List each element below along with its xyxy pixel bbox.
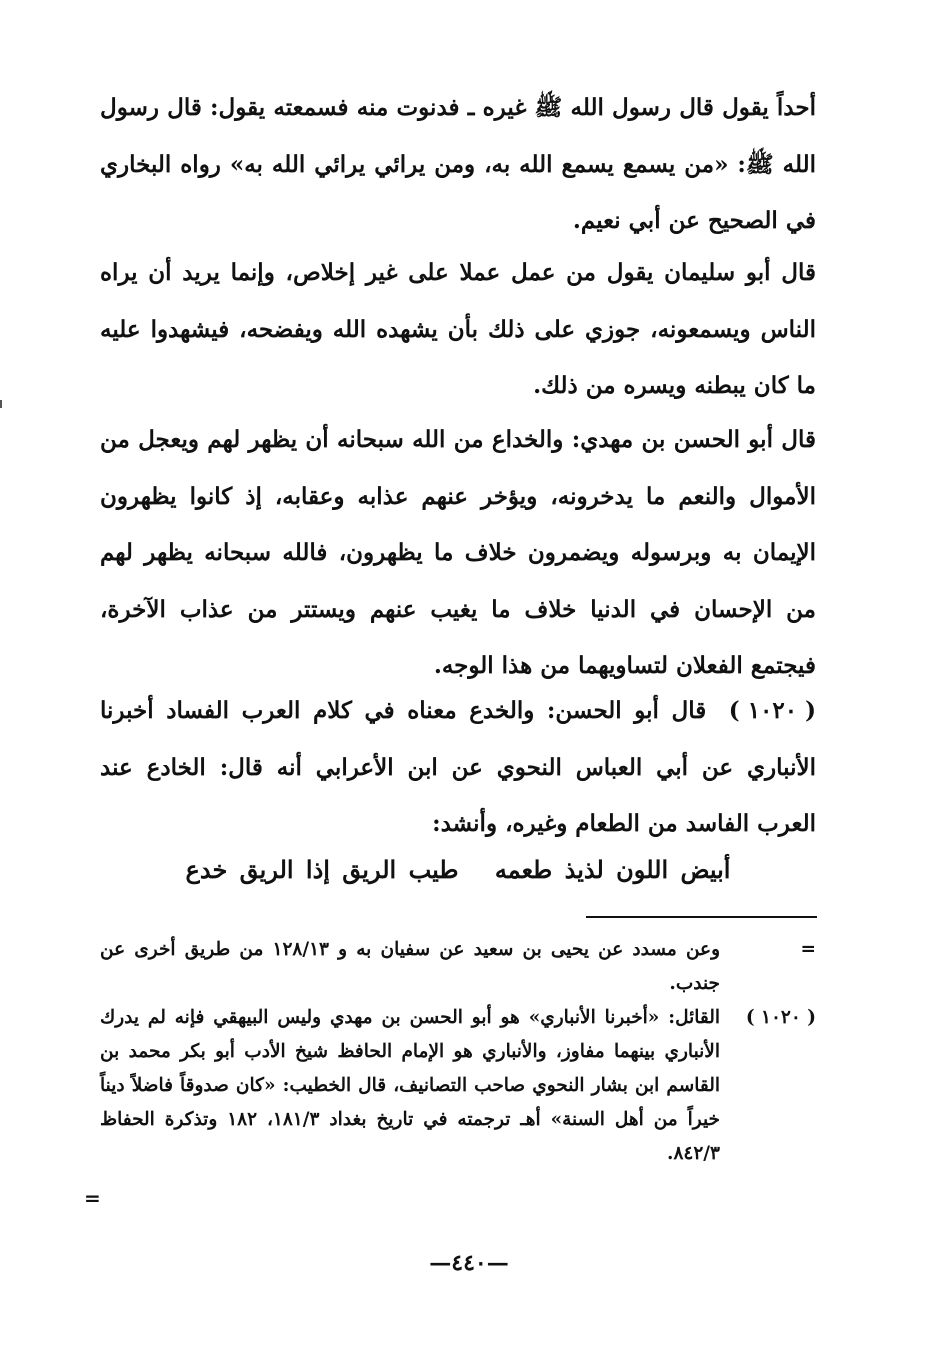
paragraph-1020 xyxy=(100,683,816,853)
footnote-continuation-mark: = xyxy=(84,1186,101,1210)
footnotes-section xyxy=(100,933,816,1171)
poem-hemistich-first: أبيض اللون لذيذ طعمه xyxy=(494,855,731,884)
footnote-text: وعن مسدد عن يحيى بن سعيد عن سفيان به و ١٢٨/١٣ من طريق أخرى عن جندب. xyxy=(100,939,720,994)
poem-hemistich-second: طيب الريق إذا الريق خدع xyxy=(185,855,459,884)
footnote-text xyxy=(100,1001,720,1171)
footnote-marker: = xyxy=(800,939,816,960)
paragraph-1020-text: قال أبو الحسن: والخدع معناه في كلام العرب الفساد أخبرنا الأنباري عن أبي العباس النحوي عن ابن الأعرابي أنه قال: الخادع عند العرب الفاسد من الطعام وغيره، وأنشد: xyxy=(100,697,816,837)
footnote-marker: ( ١٠٢٠ ) xyxy=(745,1007,816,1028)
page-number: —٤٤٠— xyxy=(429,1250,509,1276)
scan-edge-mark xyxy=(0,400,2,408)
paragraph-hadith: أحداً يقول قال رسول الله ﷺ غيره ـ فدنوت منه فسمعته يقول: قال رسول الله ﷺ: «من يسمع يسمع الله به، ومن يرائي يرائي الله به» رواه البخاري في الصحيح عن أبي نعيم. xyxy=(100,94,816,234)
footnote-divider xyxy=(586,916,817,918)
footnote-continuation xyxy=(100,933,816,1001)
paragraph-abu-sulayman: قال أبو سليمان يقول من عمل عملا على غير إخلاص، وإنما يريد أن يراه الناس ويسمعونه، جوزي على ذلك بأن يشهده الله ويفضحه، فيشهدوا عليه ما كان يبطنه ويسره من ذلك. xyxy=(100,259,816,399)
paragraph-number: ( ١٠٢٠ ) xyxy=(728,697,816,724)
footnote-label: القائل: xyxy=(668,1007,720,1028)
paragraph-abu-al-hasan: قال أبو الحسن بن مهدي: والخداع من الله سبحانه أن يظهر لهم ويعجل من الأموال والنعم ما يدخرونه، ويؤخر عنهم عذابه وعقابه، إذ كانوا يظهرون الإيمان به وبرسوله ويضمرون خلاف ما يظهرون، فالله سبحانه يظهر لهم من الإحسان في الدنيا خلاف ما يغيب عنهم ويستتر من عذاب الآخرة، فيجتمع الفعلان لتساويهما من هذا الوجه. xyxy=(100,426,816,679)
poem-verse xyxy=(100,850,816,890)
footnote-1020 xyxy=(100,1001,816,1171)
footnote-content: «أخبرنا الأنباري» هو أبو الحسن بن مهدي وليس البيهقي فإنه لم يدرك الأنباري بينهما مفاوز، والأنباري هو الإمام الحافظ شيخ الأدب أبو بكر محمد بن القاسم ابن بشار النحوي صاحب التصانيف، قال الخطيب: «كان صدوقاً فاضلاً ديناً خيراً من أهل السنة» أهـ ترجمته في تاريخ بغداد ١٨١/٣، ١٨٢ وتذكرة الحفاظ ٨٤٢/٣. xyxy=(100,1007,720,1164)
